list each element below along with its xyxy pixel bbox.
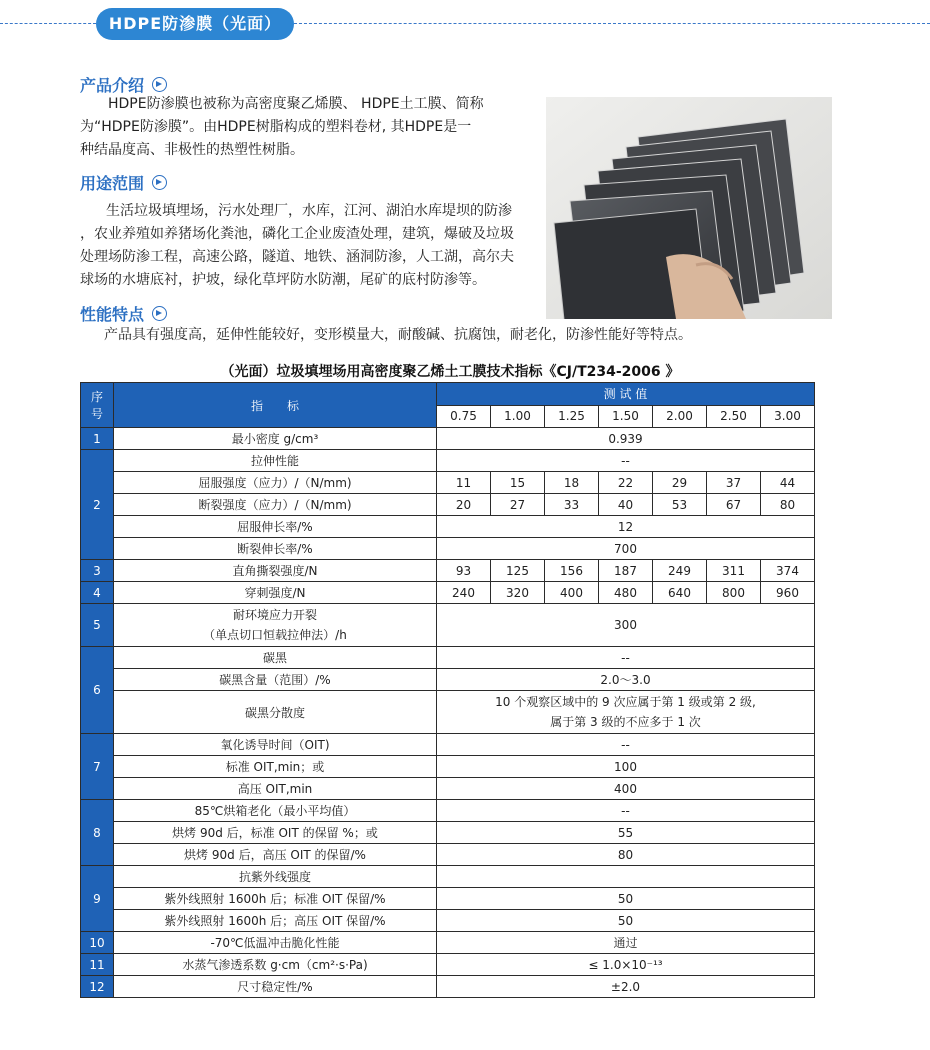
value-cell: 240: [437, 582, 491, 604]
indicator-cell: 拉伸性能: [114, 450, 437, 472]
indicator-cell: 碳黑: [114, 647, 437, 669]
table-row: [81, 734, 815, 756]
table-row: [81, 647, 815, 669]
value-cell: 700: [437, 538, 815, 560]
table-title: （光面）垃圾填埋场用高密度聚乙烯土工膜技术指标《CJ/T234-2006 》: [220, 364, 680, 380]
header-dashed-line-left: [0, 23, 96, 24]
seq-cell: 7: [81, 734, 114, 800]
seq-cell: 12: [81, 976, 114, 998]
indicator-cell: 碳黑含量（范围）/%: [114, 669, 437, 691]
value-cell: 11: [437, 472, 491, 494]
table-row: [81, 910, 815, 932]
seq-cell: 4: [81, 582, 114, 604]
header-seq-char: 号: [90, 407, 103, 421]
table-row: [81, 604, 815, 647]
features-heading-label: 性能特点: [80, 305, 145, 324]
value-cell: 800: [707, 582, 761, 604]
value-cell: 311: [707, 560, 761, 582]
value-cell: --: [437, 734, 815, 756]
indicator-line: 耐环境应力开裂: [232, 608, 317, 622]
table-row: [81, 800, 815, 822]
value-cell: 374: [761, 560, 815, 582]
thickness-cell: 1.50: [599, 405, 653, 428]
value-cell: 249: [653, 560, 707, 582]
usage-line: ，农业养殖如养猪场化粪池，磷化工企业废渣处理，建筑，爆破及垃圾: [80, 226, 514, 242]
header-indicator-cell: 指 标: [114, 383, 437, 428]
indicator-cell: 紫外线照射 1600h 后；标准 OIT 保留/%: [114, 888, 437, 910]
table-row: [81, 778, 815, 800]
table-row: [81, 428, 815, 450]
table-row: [81, 954, 815, 976]
thickness-cell: 1.00: [491, 405, 545, 428]
value-cell: 300: [437, 604, 815, 647]
value-cell: --: [437, 450, 815, 472]
value-cell: 400: [545, 582, 599, 604]
value-cell: [437, 691, 815, 734]
value-cell: --: [437, 647, 815, 669]
value-cell: 320: [491, 582, 545, 604]
indicator-cell: 高压 OIT,min: [114, 778, 437, 800]
value-cell: 通过: [437, 932, 815, 954]
seq-cell: 3: [81, 560, 114, 582]
header-seq-cell: [81, 383, 114, 428]
table-row: [81, 582, 815, 604]
indicator-cell: 85℃烘箱老化（最小平均值）: [114, 800, 437, 822]
indicator-cell: 屈服伸长率/%: [114, 516, 437, 538]
value-cell: 187: [599, 560, 653, 582]
usage-line: 球场的水塘底衬，护坡，绿化草坪防水防潮，尾矿的底村防渗等。: [80, 272, 486, 288]
value-line: 属于第 3 级的不应多于 1 次: [550, 715, 701, 729]
table-row: [81, 472, 815, 494]
value-cell: ≤ 1.0×10⁻¹³: [437, 954, 815, 976]
intro-text: [80, 93, 540, 162]
seq-cell: 9: [81, 866, 114, 932]
value-cell: 640: [653, 582, 707, 604]
features-heading: [80, 302, 167, 325]
value-cell: 15: [491, 472, 545, 494]
value-cell: 480: [599, 582, 653, 604]
value-cell: 50: [437, 888, 815, 910]
table-row: [81, 844, 815, 866]
usage-text: [80, 200, 542, 292]
seq-cell: 2: [81, 450, 114, 560]
table-row: [81, 866, 815, 888]
value-cell: 93: [437, 560, 491, 582]
usage-heading: [80, 171, 167, 194]
thickness-cell: 0.75: [437, 405, 491, 428]
table-row: [81, 538, 815, 560]
membrane-sheets-illustration: [546, 97, 832, 319]
indicator-cell: 紫外线照射 1600h 后；高压 OIT 保留/%: [114, 910, 437, 932]
membrane-sheets-photo: [546, 97, 832, 319]
value-cell: 100: [437, 756, 815, 778]
indicator-cell: -70℃低温冲击脆化性能: [114, 932, 437, 954]
value-cell: 22: [599, 472, 653, 494]
indicator-cell: 碳黑分散度: [114, 691, 437, 734]
value-cell: 29: [653, 472, 707, 494]
indicator-cell: 屈服强度（应力）/（N/mm): [114, 472, 437, 494]
table-row: [81, 450, 815, 472]
indicator-cell: 标准 OIT,min；或: [114, 756, 437, 778]
value-cell: 67: [707, 494, 761, 516]
table-row: [81, 976, 815, 998]
seq-cell: 5: [81, 604, 114, 647]
table-row: [81, 516, 815, 538]
table-row: [81, 669, 815, 691]
intro-line: 种结晶度高、非极性的热塑性树脂。: [80, 142, 304, 158]
thickness-cell: 2.50: [707, 405, 761, 428]
header-dashed-line-right: [294, 23, 930, 24]
value-cell: 2.0～3.0: [437, 669, 815, 691]
thickness-cell: 2.00: [653, 405, 707, 428]
seq-cell: 6: [81, 647, 114, 734]
value-line: 10 个观察区域中的 9 次应属于第 1 级或第 2 级,: [495, 695, 756, 709]
value-cell: 12: [437, 516, 815, 538]
value-cell: 18: [545, 472, 599, 494]
seq-cell: 1: [81, 428, 114, 450]
intro-line: 为“HDPE防渗膜”。由HDPE树脂构成的塑料卷材, 其HDPE是一: [80, 119, 472, 135]
indicator-cell: 断裂伸长率/%: [114, 538, 437, 560]
seq-cell: 8: [81, 800, 114, 866]
seq-cell: 10: [81, 932, 114, 954]
value-cell: 20: [437, 494, 491, 516]
indicator-cell: 穿刺强度/N: [114, 582, 437, 604]
header-seq-char: 序: [90, 390, 103, 404]
value-cell: 125: [491, 560, 545, 582]
table-header-row: [81, 383, 815, 406]
value-cell: 55: [437, 822, 815, 844]
value-cell: 37: [707, 472, 761, 494]
arrow-right-circle-icon: [152, 306, 167, 321]
intro-line: HDPE防渗膜也被称为高密度聚乙烯膜、 HDPE土工膜、简称: [108, 96, 484, 112]
value-cell: 44: [761, 472, 815, 494]
value-cell: 80: [437, 844, 815, 866]
thickness-cell: 1.25: [545, 405, 599, 428]
arrow-right-circle-icon: [152, 175, 167, 190]
table-row: [81, 756, 815, 778]
value-cell: 33: [545, 494, 599, 516]
value-cell: 400: [437, 778, 815, 800]
usage-line: 处理场防渗工程，高速公路，隧道、地铁、涵洞防渗，人工湖，高尔夫: [80, 249, 514, 265]
indicator-line: （单点切口恒载拉伸法）/h: [203, 628, 347, 642]
value-cell: ±2.0: [437, 976, 815, 998]
seq-cell: 11: [81, 954, 114, 976]
usage-line: 生活垃圾填埋场，污水处理厂，水库，江河、湖泊水库堤坝的防渗: [106, 203, 512, 219]
table-row: [81, 560, 815, 582]
value-cell: 80: [761, 494, 815, 516]
indicator-cell: 氧化诱导时间（OIT): [114, 734, 437, 756]
value-cell: [437, 866, 815, 888]
table-row: [81, 932, 815, 954]
value-cell: 40: [599, 494, 653, 516]
value-cell: 53: [653, 494, 707, 516]
indicator-cell: 抗紫外线强度: [114, 866, 437, 888]
spec-table: [80, 382, 815, 998]
value-cell: 960: [761, 582, 815, 604]
thickness-cell: 3.00: [761, 405, 815, 428]
indicator-cell: [114, 604, 437, 647]
value-cell: 0.939: [437, 428, 815, 450]
table-row: [81, 888, 815, 910]
indicator-cell: 尺寸稳定性/%: [114, 976, 437, 998]
value-cell: 50: [437, 910, 815, 932]
value-cell: 27: [491, 494, 545, 516]
header-test-value-cell: 测 试 值: [437, 383, 815, 406]
indicator-cell: 最小密度 g/cm³: [114, 428, 437, 450]
arrow-right-circle-icon: [152, 77, 167, 92]
indicator-cell: 水蒸气渗透系数 g·cm（cm²·s·Pa): [114, 954, 437, 976]
table-row: [81, 822, 815, 844]
value-cell: --: [437, 800, 815, 822]
indicator-cell: 烘烤 90d 后，高压 OIT 的保留/%: [114, 844, 437, 866]
indicator-cell: 直角撕裂强度/N: [114, 560, 437, 582]
table-row: [81, 494, 815, 516]
value-cell: 156: [545, 560, 599, 582]
page-title: HDPE防渗膜（光面）: [96, 8, 294, 40]
table-row: [81, 691, 815, 734]
usage-heading-label: 用途范围: [80, 174, 145, 193]
indicator-cell: 断裂强度（应力）/（N/mm): [114, 494, 437, 516]
indicator-cell: 烘烤 90d 后，标准 OIT 的保留 %；或: [114, 822, 437, 844]
intro-heading-label: 产品介绍: [80, 76, 145, 95]
features-text: 产品具有强度高，延伸性能较好，变形模量大，耐酸碱、抗腐蚀，耐老化，防渗性能好等特点。: [104, 327, 692, 343]
